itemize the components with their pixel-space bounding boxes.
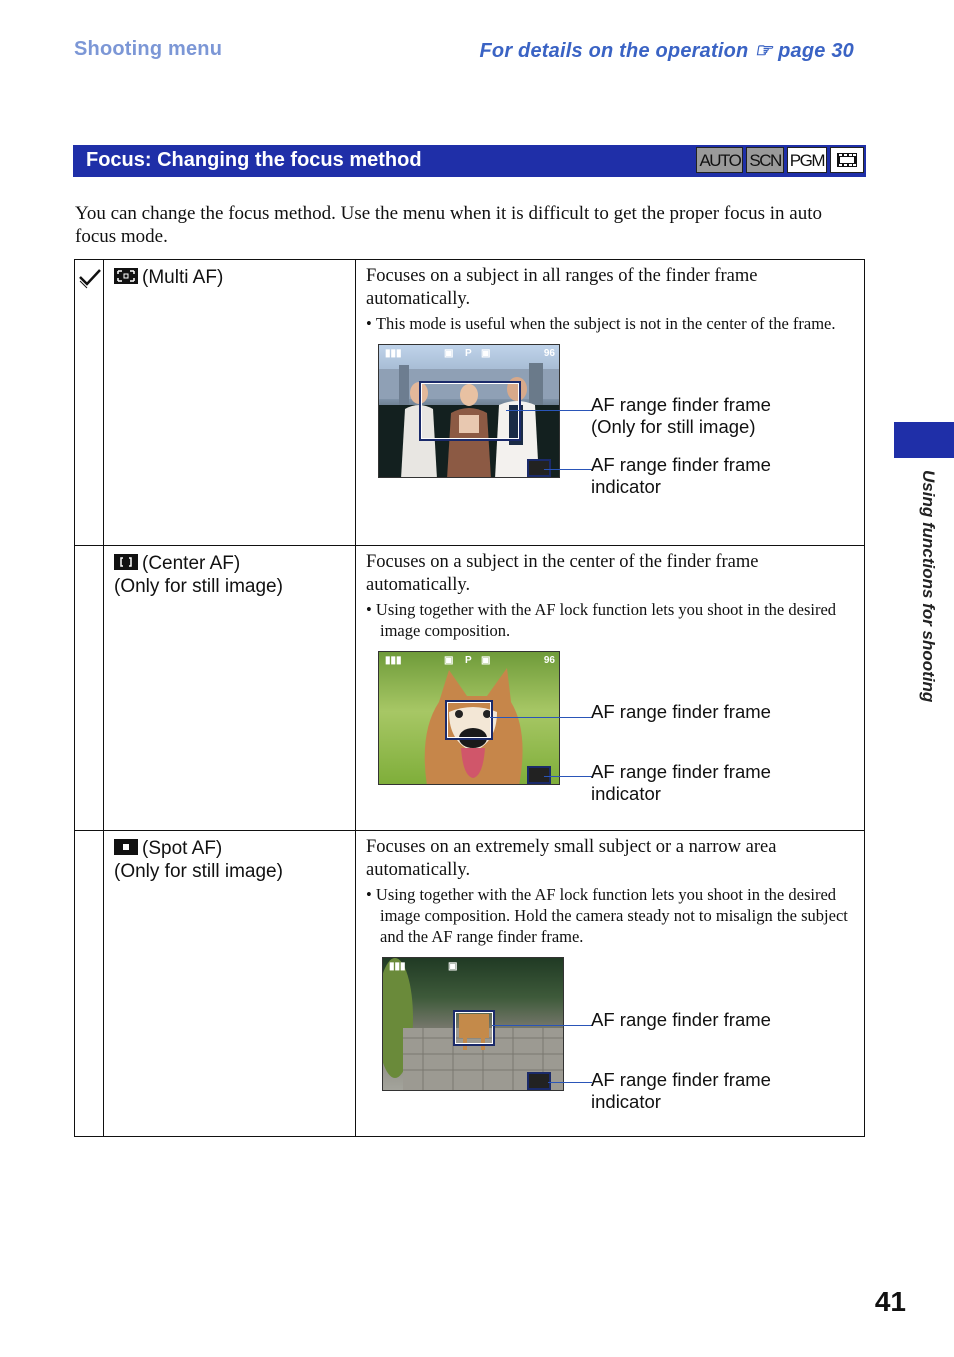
option-bullet: • Using together with the AF lock function lets you shoot in the desired image composition. Hold the camera steady not to misalign the subject and the AF range finder frame. [366, 885, 848, 946]
spot-af-figure [366, 957, 854, 1127]
topic-banner [73, 145, 866, 177]
callout-leader [544, 469, 592, 470]
option-sub: (Only for still image) [114, 861, 283, 882]
page-number: 41 [874, 1286, 906, 1317]
mode-icons [696, 147, 864, 173]
osd-shot-count: 96 [543, 348, 555, 359]
movie-film-icon [830, 147, 864, 173]
details-reference[interactable] [479, 38, 854, 63]
battery-icon: ▮▮▮ [389, 961, 406, 972]
af-indicator-icon [527, 766, 551, 784]
option-label: (Multi AF) [142, 267, 224, 288]
check-cell [75, 546, 104, 831]
image-size-icon: ▣ [444, 348, 454, 359]
osd-mode: P [465, 655, 472, 666]
callout-leader [490, 717, 592, 718]
focus-options-table [74, 259, 865, 1137]
af-indicator-icon [527, 459, 551, 477]
option-multi-af [104, 260, 355, 289]
option-description: Focuses on a subject in the center of the finder frame automatically. [366, 552, 759, 595]
center-af-icon [114, 554, 138, 570]
multi-af-icon [114, 268, 138, 284]
battery-icon: ▮▮▮ [385, 348, 402, 359]
chapter-tab[interactable] [894, 422, 954, 458]
mode-scn-icon: SCN [746, 147, 783, 173]
osd-mode: P [465, 348, 472, 359]
battery-icon: ▮▮▮ [385, 655, 402, 666]
table-row [75, 546, 865, 831]
callout-leader [492, 1025, 592, 1026]
option-spot-af [104, 831, 355, 883]
option-sub: (Only for still image) [114, 576, 283, 597]
reference-icon: ☞ [754, 40, 773, 62]
details-page-link[interactable]: page 30 [778, 40, 854, 62]
callout-leader [506, 410, 592, 411]
center-af-figure [366, 651, 854, 821]
default-check-cell [75, 260, 104, 546]
multi-af-screen-image [378, 344, 560, 478]
chapter-tab-label: Using functions for shooting [919, 470, 938, 703]
option-bullet: • Using together with the AF lock function lets you shoot in the desired image composition. [366, 600, 837, 640]
multi-af-osd-icon: ▣ [481, 348, 491, 359]
af-indicator-icon [527, 1072, 551, 1090]
check-cell [75, 831, 104, 1137]
callout-leader [544, 776, 592, 777]
intro-paragraph: You can change the focus method. Use the menu when it is difficult to get the proper focus in auto focus mode. [75, 203, 822, 247]
option-center-af [104, 546, 355, 598]
mode-auto-icon: AUTO [696, 147, 743, 173]
af-range-finder-frame [445, 700, 493, 740]
default-check-icon [76, 264, 104, 292]
option-bullet: • This mode is useful when the subject is not in the center of the frame. [366, 314, 836, 333]
details-prefix: For details on the operation [479, 40, 749, 62]
spot-af-icon [114, 839, 138, 855]
mode-pgm-icon: PGM [787, 147, 827, 173]
center-af-screen-image [378, 651, 560, 785]
callout-indicator: AF range finder frame indicator [591, 454, 771, 497]
af-range-finder-frame [453, 1010, 495, 1046]
callout-frame: AF range finder frame [591, 1009, 771, 1030]
image-size-icon: ▣ [448, 961, 458, 972]
table-row [75, 260, 865, 546]
callout-frame: AF range finder frame (Only for still image) [591, 394, 771, 437]
callout-frame: AF range finder frame [591, 701, 771, 722]
banner-title: Focus: Changing the focus method [86, 149, 422, 171]
callout-indicator: AF range finder frame indicator [591, 761, 771, 804]
af-range-finder-frame [419, 381, 521, 441]
image-size-icon: ▣ [444, 655, 454, 666]
section-title: Shooting menu [74, 38, 223, 60]
option-description: Focuses on an extremely small subject or a narrow area automatically. [366, 837, 777, 880]
osd-shot-count: 96 [543, 655, 555, 666]
spot-af-screen-image [382, 957, 564, 1091]
multi-af-figure [366, 344, 854, 514]
option-description: Focuses on a subject in all ranges of the finder frame automatically. [366, 266, 758, 309]
callout-indicator: AF range finder frame indicator [591, 1069, 771, 1112]
option-label: (Spot AF) [142, 838, 223, 859]
center-af-osd-icon: ▣ [481, 655, 491, 666]
option-label: (Center AF) [142, 553, 241, 574]
callout-leader [548, 1082, 592, 1083]
table-row [75, 831, 865, 1137]
